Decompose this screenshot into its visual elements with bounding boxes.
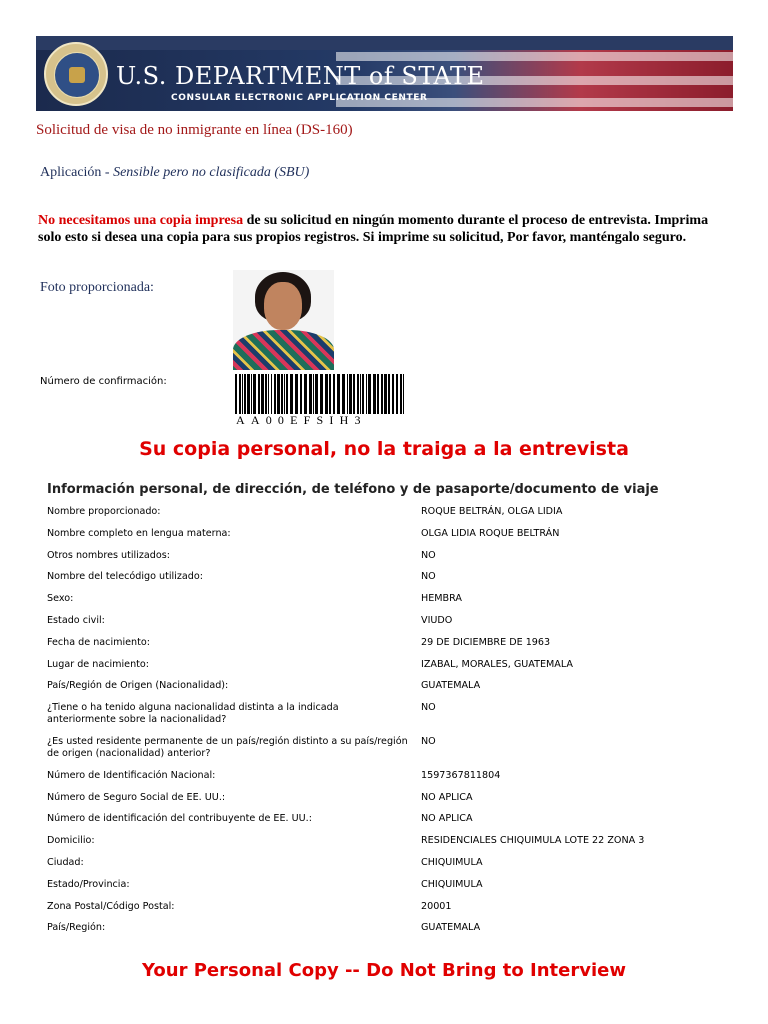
barcode-bar: [349, 374, 352, 414]
row-value: HEMBRA: [421, 593, 462, 605]
banner-top-bar: [36, 36, 733, 50]
barcode-bar: [400, 374, 402, 414]
table-row: [47, 523, 737, 545]
personal-copy-warning-es: Su copia personal, no la traiga a la entrevista: [139, 438, 629, 460]
row-value: CHIQUIMULA: [421, 856, 483, 868]
barcode-bar: [392, 374, 394, 414]
row-value: 29 DE DICIEMBRE DE 1963: [421, 636, 551, 648]
table-row: [47, 545, 737, 567]
barcode-bar: [388, 374, 390, 414]
table-row: [47, 675, 737, 697]
row-label: Número de Identificación Nacional:: [47, 769, 216, 781]
barcode-bar: [295, 374, 298, 414]
row-label: Nombre proporcionado:: [47, 506, 161, 517]
banner-title: U.S. DEPARTMENT of STATE: [116, 62, 485, 90]
barcode-bar: [320, 374, 323, 414]
barcode-bar: [362, 374, 364, 414]
confirmation-label: Número de confirmación:: [40, 376, 167, 387]
row-label: País/Región de Origen (Nacionalidad):: [47, 680, 229, 692]
row-value: 20001: [421, 900, 452, 912]
table-row: [47, 808, 737, 830]
barcode-bar: [277, 374, 280, 414]
row-value: OLGA LIDIA ROQUE BELTRÁN: [421, 527, 560, 539]
barcode-bar: [377, 374, 379, 414]
barcode-bar: [368, 374, 371, 414]
seal-inner: [54, 52, 100, 98]
row-value: GUATEMALA: [421, 680, 481, 692]
form-title: Solicitud de visa de no inmigrante en línea (DS-160): [36, 122, 353, 138]
photo-label: Foto proporcionada:: [40, 280, 154, 295]
table-row: [47, 765, 737, 787]
row-value: VIUDO: [421, 614, 453, 626]
row-label: Nombre del telecódigo utilizado:: [47, 571, 203, 583]
barcode-bar: [300, 374, 302, 414]
row-label: Sexo:: [47, 593, 74, 605]
row-value: IZABAL, MORALES, GUATEMALA: [421, 658, 573, 670]
barcode-bar: [357, 374, 359, 414]
row-label: Lugar de nacimiento:: [47, 658, 150, 670]
applicant-photo: [233, 270, 334, 370]
row-label: Número de identificación del contribuyente de EE. UU.:: [47, 813, 312, 825]
print-notice: [38, 212, 728, 246]
row-value: NO APLICA: [421, 813, 473, 825]
barcode-bar: [244, 374, 246, 414]
barcode-bar: [253, 374, 256, 414]
barcode-bar: [384, 374, 387, 414]
barcode-bar: [284, 374, 285, 414]
barcode-bar: [373, 374, 376, 414]
barcode-bar: [403, 374, 404, 414]
table-row: [47, 654, 737, 676]
row-label: Otros nombres utilizados:: [47, 549, 170, 561]
barcode-bar: [329, 374, 331, 414]
barcode-bar: [381, 374, 383, 414]
table-row: [47, 632, 737, 654]
table-row: [47, 610, 737, 632]
personal-copy-warning-en: Your Personal Copy -- Do Not Bring to Interview: [142, 960, 626, 981]
barcode-bar: [281, 374, 283, 414]
row-label: Zona Postal/Código Postal:: [47, 900, 175, 912]
application-prefix: Aplicación -: [40, 165, 114, 180]
barcode-bar: [271, 374, 272, 414]
section-title: Información personal, de dirección, de teléfono y de pasaporte/documento de viaje: [47, 482, 659, 497]
barcode-bar: [258, 374, 260, 414]
table-row: [47, 896, 737, 918]
barcode-bar: [290, 374, 293, 414]
table-row: [47, 501, 737, 523]
barcode-bar: [286, 374, 288, 414]
table-row: [47, 566, 737, 588]
notice-text: de su solicitud en ningún momento durante el proceso de entrevista. Imprima solo esto si desea una copia para sus propios registros. Si imprime su solicitud, Por favor, manténgalo seguro.: [38, 213, 709, 245]
barcode-bar: [313, 374, 314, 414]
confirmation-barcode-icon: [234, 374, 408, 414]
row-value: CHIQUIMULA: [421, 878, 483, 890]
row-value: GUATEMALA: [421, 922, 481, 934]
row-value: NO: [421, 702, 436, 714]
barcode-bar: [342, 374, 345, 414]
row-value: 1597367811804: [421, 769, 501, 781]
barcode-bar: [268, 374, 269, 414]
photo-face: [264, 282, 302, 330]
barcode-bar: [360, 374, 361, 414]
table-row: [47, 917, 737, 939]
row-value: ROQUE BELTRÁN, OLGA LIDIA: [421, 506, 563, 517]
barcode-bar: [239, 374, 241, 414]
header-banner: [36, 36, 733, 111]
row-value: NO APLICA: [421, 791, 473, 803]
barcode-bar: [396, 374, 398, 414]
barcode-bar: [347, 374, 348, 414]
confirmation-code: AA00EFSIH3: [236, 413, 367, 427]
banner-subtitle: CONSULAR ELECTRONIC APPLICATION CENTER: [171, 93, 428, 103]
table-row: [47, 588, 737, 610]
barcode-bar: [353, 374, 355, 414]
department-seal-icon: [44, 42, 108, 106]
photo-clothing: [233, 330, 334, 370]
barcode-bar: [304, 374, 307, 414]
barcode-bar: [315, 374, 318, 414]
row-label: ¿Tiene o ha tenido alguna nacionalidad distinta a la indicada anteriormente sobre la nacionalidad?: [47, 702, 339, 726]
barcode-bar: [251, 374, 252, 414]
barcode-bar: [337, 374, 340, 414]
barcode-bar: [325, 374, 328, 414]
row-label: Domicilio:: [47, 835, 95, 847]
row-label: Fecha de nacimiento:: [47, 636, 150, 648]
table-row: [47, 731, 737, 765]
notice-highlight: No necesitamos una copia impresa: [38, 213, 244, 228]
eagle-icon: [69, 67, 85, 83]
barcode-bar: [333, 374, 335, 414]
row-label: Ciudad:: [47, 856, 84, 868]
row-value: NO: [421, 735, 436, 747]
table-row: [47, 874, 737, 896]
barcode-bar: [265, 374, 267, 414]
table-row: [47, 697, 737, 731]
row-label: Número de Seguro Social de EE. UU.:: [47, 791, 226, 803]
table-row: [47, 787, 737, 809]
barcode-bar: [261, 374, 264, 414]
table-row: [47, 830, 737, 852]
table-row: [47, 852, 737, 874]
personal-info-table: [47, 501, 737, 939]
row-label: Estado/Provincia:: [47, 878, 130, 890]
row-label: País/Región:: [47, 922, 106, 934]
row-value: RESIDENCIALES CHIQUIMULA LOTE 22 ZONA 3: [421, 835, 645, 847]
barcode-bar: [274, 374, 276, 414]
row-label: Estado civil:: [47, 614, 105, 626]
row-label: ¿Es usted residente permanente de un país/región distinto a su país/región de origen (nacionalidad) anterior?: [47, 735, 408, 759]
barcode-bar: [242, 374, 243, 414]
barcode-bar: [235, 374, 237, 414]
barcode-bar: [366, 374, 367, 414]
barcode-bar: [247, 374, 250, 414]
banner-stripe: [336, 52, 733, 61]
classification-text: Sensible pero no clasificada (SBU): [113, 165, 310, 180]
row-value: NO: [421, 549, 436, 561]
application-classification: [40, 165, 309, 181]
barcode-bar: [309, 374, 312, 414]
row-label: Nombre completo en lengua materna:: [47, 527, 231, 539]
row-value: NO: [421, 571, 436, 583]
